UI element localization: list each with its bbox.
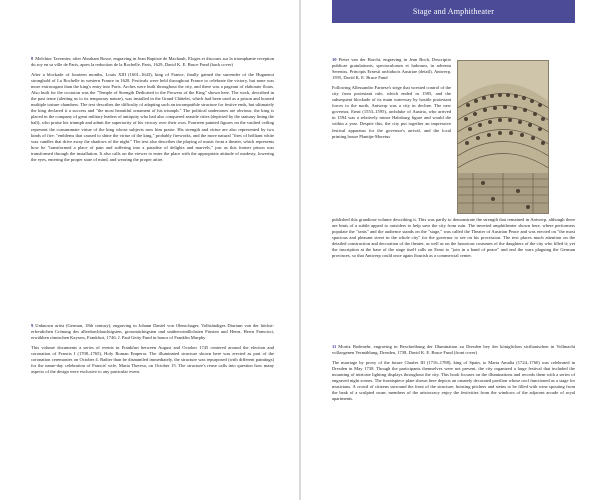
entry-9-caption (31, 323, 274, 341)
entry-10-caption-text: Pieter van der Borcht, engraving in Jean Boch, Descriptio publicae gratulationis, spectaculorum et ludorum, in adventu Sereniss. Principis Ernesti archiducis Austriae (detail), Antwerp, 1595, David K. E. Bruce Fund (332, 57, 451, 81)
entry-11-number: 11 (332, 344, 337, 349)
entry-8 (31, 56, 274, 163)
entry-10-body-narrow: Following Allessandro Farnese's siege that wrested control of the city from protestant rule, which ended in 1585, and the subsequent blockade of its main waterway by hostile protestant forces to the north, Antwerp was a city in decline. The new governor, Ernst (1553–1595), archduke of Austria, who arrived in 1594 was a relatively minor Habsburg figure and would die within a year. Despite this, the city put together an impressive festival apparatus for the governor's arrival, and the local printing house Plantijn-Moretus (332, 85, 451, 139)
amphitheater-engraving-image (457, 60, 549, 214)
entry-11 (332, 344, 575, 402)
entry-10-narrow (332, 57, 451, 140)
entry-10-caption (332, 57, 451, 81)
section-header: Stage and Amphitheater (332, 0, 575, 23)
entry-9-number: 9 (31, 323, 34, 328)
entry-11-caption-text: Moritz Bodenehr, engraving in Beschreibung der Illumination zu Dresden bey der königlichen sicilianischen in Vollmacht vollzogenen Vermählung, Dresden, 1738, David K. E. Bruce Fund (front cover) (332, 344, 575, 356)
entry-10-body-wide: published this grandiose volume describing it. This was partly to demonstrate the strength that remained in Antwerp, although there are hints of a subtle appeal to outsiders to help save the city from ruin. The inverted amphitheater shown here, where performers populate the "seats" and the audience stands on the "stage," was called the Theater of Austrian Peace and was erected on "the most spacious and pleasant street in the whole city" for the governor to see on his procession. The text places much attention on the detailed construction and decoration of the theater, as well as on the luxurious costumes of the daughters of the city who filled it; yet the inscription at the base of the stage itself calls on Ernst to "join in a band of peace" and end the wars plaguing the German provinces, so that Antwerp could once again flourish as a commercial center. (332, 217, 575, 259)
entry-9-caption-text: Unknown artist (German, 18th century), engraving in Johann Daniel von Olenschager, Vollständiges Diarium von der höchst-erfreulichen Crönung des allerdurchlauchtigsten, grossmächtigsten und unüberwindlichsten Fürsten und Herrn, Herrn Francisci, erwählten römischen Kaysers, Frankfurt, 1746, J. Paul Getty Fund in honor of Franklin Murphy (31, 323, 274, 341)
entry-9-body: This volume documents a series of events in Frankfurt between August and October 1745 centered around the election and coronation of Francis I (1708–1765), Holy Roman Emperor. The illuminated structure shown here was erected as part of the coronation ceremonies on October 4. Rather than be dismantled immediately, the structure was repurposed (with different paintings) for the name-day celebration of Francis' wife, Maria Theresa, on October 15. The structure's reuse calls into question how many aspects of the design were exclusive to any particular event. (31, 345, 274, 375)
entry-8-caption-text: Melchior Tavernier, after Abraham Bosse, engraving in Jean Baptiste de Machault, Eloges et discours sur la triomphante reception du roy en sa ville de Paris, apres la reduction de la Rochelle, Paris, 1629, David K. E. Bruce Fund (back cover) (31, 56, 274, 68)
entry-11-caption (332, 344, 575, 356)
entry-8-caption (31, 56, 274, 68)
entry-10-wide (332, 217, 575, 259)
entry-8-body: After a blockade of fourteen months, Louis XIII (1601–1643), king of France, finally gained the surrender of the Huguenot stronghold of La Rochelle in western France in 1628. Festivals were held throughout France to celebrate the victory, but none was more extravagant than the king's entry into Paris. Arches were built throughout the city, and there was a pageant of elaborate floats. Also built for the occasion was the "Temple of Strength Dedicated to the Prowess of the King" shown here. The work, described in the past tense (alerting us to its temporary nature), was installed in the Grand Châtelet, which had been used as a prison and housed multiple torture chambers. The text describes the difficulty of adapting such an incompatible structure for festive ends, but ultimately the king declared it a success and "the most beautiful ornament of his triumph." The political undertones are obvious: the king is placed in the company of great military leaders of antiquity who had also conquered seaside cities (depicted by the statuary lining the hall), who praise his triumph and admit the superiority of his victory over their own. Fourteen painted figures on the vaulted ceiling represent the consummate virtue of the king whose subjects now him praise. His strength and virtue are also represented by two kinds of fire: "emblems that caused to shine the virtue of the king," probably fireworks, and the more natural "fires of brilliant white wax candles that drive away the shadows of the night." The text also describes the playing of music from a theater, which represents how he "transformed a place of pain and suffering into a paradise of delights and marvels," just as this former prison was transformed through the installation. It also calls on the viewer to enter the place with the appropriate attitude of modesty, lowering the eyes, entering the proper state of mind, and wearing the proper attire. (31, 72, 274, 162)
entry-11-body: The marriage by proxy of the future Charles III (1716–1788), king of Spain, to Maria Amalia (1724–1760) was celebrated in Dresden in May 1738. Though the participants themselves were not present, the city organized a large festival that included the mounting of intricate lighting displays throughout the city. This book focuses on the illuminations and records them with a series of engraved night scenes. The frontispiece plate shown here depicts an ornately decorated pavilion whose roof functioned as a stage for musicians. A crowd of citizens surround the front of the structure, hoisting pitchers and steins to be filled with wine spouting from the beak of a sculpted swan; members of the aristocracy enjoy the festivities from the windows of the adjacent arcade of royal apartments. (332, 360, 575, 402)
left-page (0, 0, 299, 500)
entry-8-number: 8 (31, 56, 34, 61)
entry-10-number: 10 (332, 57, 337, 62)
amphitheater-engraving-icon (458, 61, 548, 213)
entry-9 (31, 323, 274, 375)
right-page (301, 0, 600, 500)
